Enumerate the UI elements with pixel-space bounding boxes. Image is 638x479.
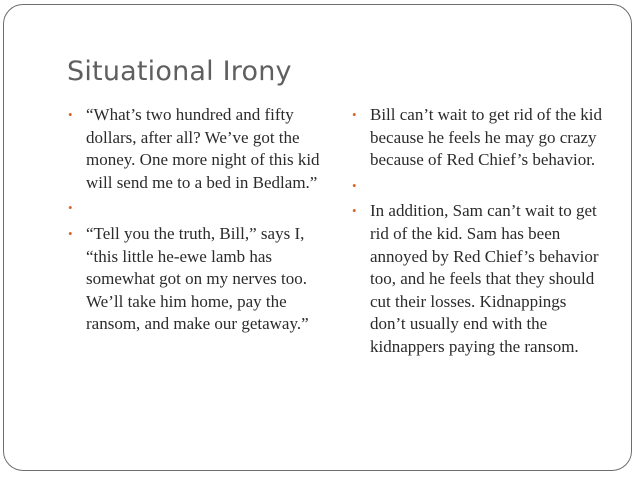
bullet-item xyxy=(350,200,606,358)
left-column xyxy=(66,104,328,336)
bullet-item xyxy=(350,104,606,172)
bullet-text: In addition, Sam can’t wait to get rid of the kid. Sam has been annoyed by Red Chief’s behavior too, and he feels that they should cut their losses. Kidnappings don’t usually end with the kidnappers paying the ransom. xyxy=(370,201,599,356)
bullet-icon: • xyxy=(352,203,357,219)
bullet-icon: • xyxy=(68,200,73,216)
slide-title: Situational Irony xyxy=(67,56,292,87)
bullet-item xyxy=(66,104,328,194)
empty-bullet-item xyxy=(350,175,606,198)
empty-bullet-item xyxy=(66,197,328,220)
bullet-text: Bill can’t wait to get rid of the kid because he feels he may go crazy because of Red Chief’s behavior. xyxy=(370,105,602,170)
bullet-icon: • xyxy=(68,107,73,122)
bullet-text: “What’s two hundred and fifty dollars, after all? We’ve got the money. One more night of this kid will send me to a bed in Bedlam.” xyxy=(86,105,320,192)
bullet-icon: • xyxy=(68,225,73,241)
bullet-item xyxy=(66,223,328,336)
right-column xyxy=(350,104,606,359)
bullet-text: “Tell you the truth, Bill,” says I, “this little he-ewe lamb has somewhat got on my nerves too. We’ll take him home, pay the ransom, and make our getaway.” xyxy=(86,223,309,334)
bullet-icon: • xyxy=(352,107,357,122)
bullet-icon: • xyxy=(352,177,357,193)
